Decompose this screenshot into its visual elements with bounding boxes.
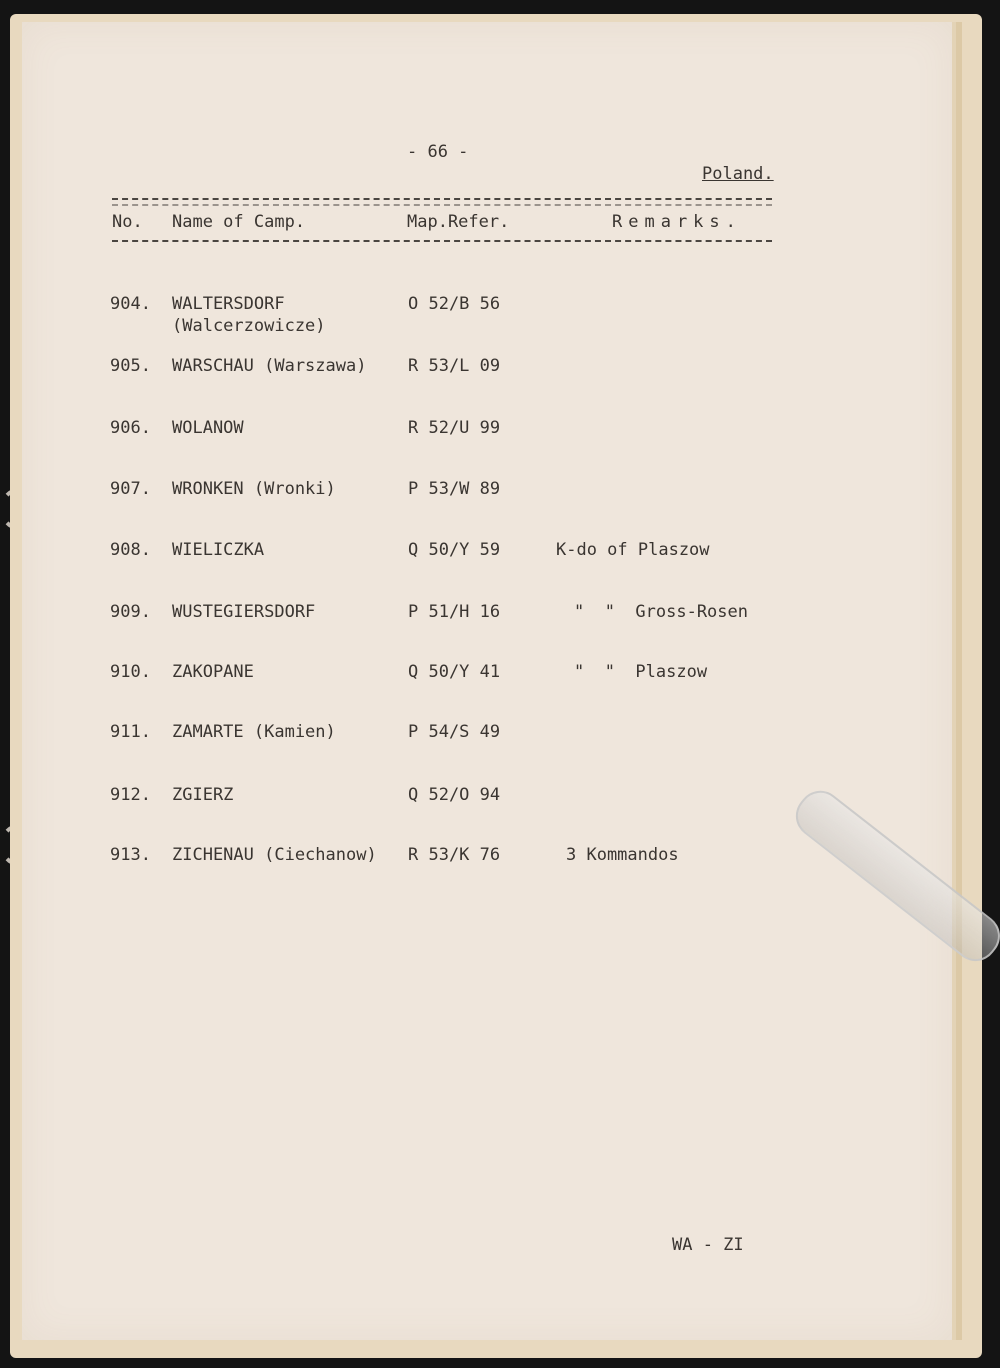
document-page xyxy=(22,22,952,1340)
row-remarks: 3 Kommandos xyxy=(566,845,679,865)
row-no: 906. xyxy=(110,418,151,438)
row-no: 908. xyxy=(110,540,151,560)
row-name: ZAMARTE (Kamien) xyxy=(172,722,336,742)
row-map-ref: R 53/L 09 xyxy=(408,356,501,376)
row-name: WUSTEGIERSDORF xyxy=(172,602,316,622)
header-rule-bottom xyxy=(112,240,772,242)
header-remarks: Remarks. xyxy=(612,212,742,232)
page-number: - 66 - xyxy=(407,142,469,162)
row-map-ref: P 53/W 89 xyxy=(408,479,501,499)
row-no: 909. xyxy=(110,602,151,622)
row-map-ref: P 54/S 49 xyxy=(408,722,501,742)
row-name: WIELICZKA xyxy=(172,540,265,560)
row-map-ref: Q 52/O 94 xyxy=(408,785,501,805)
row-map-ref: R 52/U 99 xyxy=(408,418,501,438)
row-name-alt: (Walcerzowicze) xyxy=(172,316,326,336)
row-map-ref: Q 50/Y 59 xyxy=(408,540,501,560)
row-name: WRONKEN (Wronki) xyxy=(172,479,336,499)
row-no: 907. xyxy=(110,479,151,499)
header-name: Name of Camp. xyxy=(172,212,306,232)
row-no: 904. xyxy=(110,294,151,314)
row-remarks: " " Gross-Rosen xyxy=(574,602,748,622)
row-map-ref: R 53/K 76 xyxy=(408,845,501,865)
footer-code: WA - ZI xyxy=(672,1235,744,1255)
row-map-ref: O 52/B 56 xyxy=(408,294,501,314)
row-remarks: K-do of Plaszow xyxy=(556,540,710,560)
header-map-refer: Map.Refer. xyxy=(407,212,510,232)
header-rule-top-2 xyxy=(112,204,772,206)
row-name: WOLANOW xyxy=(172,418,244,438)
row-no: 905. xyxy=(110,356,151,376)
row-map-ref: P 51/H 16 xyxy=(408,602,501,622)
row-name: ZAKOPANE xyxy=(172,662,254,682)
row-no: 912. xyxy=(110,785,151,805)
row-name: ZICHENAU (Ciechanow) xyxy=(172,845,377,865)
row-no: 913. xyxy=(110,845,151,865)
row-no: 910. xyxy=(110,662,151,682)
row-remarks: " " Plaszow xyxy=(574,662,708,682)
header-rule-top xyxy=(112,198,772,200)
row-name: WARSCHAU (Warszawa) xyxy=(172,356,367,376)
row-name: ZGIERZ xyxy=(172,785,234,805)
row-name: WALTERSDORF xyxy=(172,294,285,314)
country-label: Poland. xyxy=(702,164,774,184)
header-no: No. xyxy=(112,212,143,232)
row-no: 911. xyxy=(110,722,151,742)
row-map-ref: Q 50/Y 41 xyxy=(408,662,501,682)
